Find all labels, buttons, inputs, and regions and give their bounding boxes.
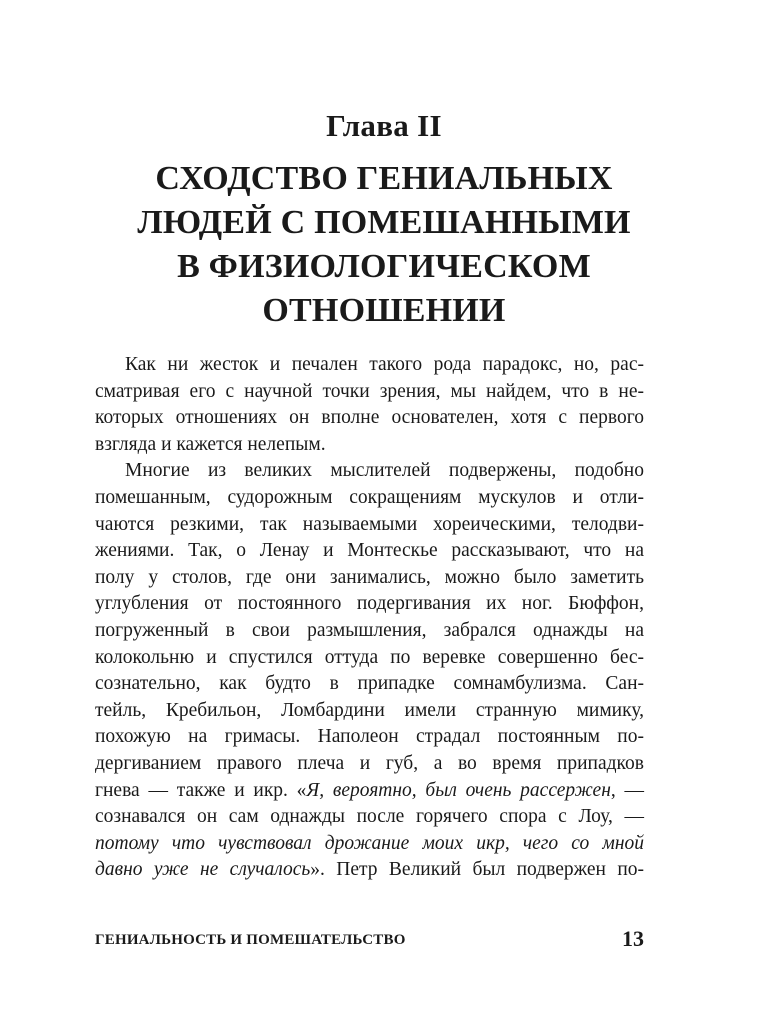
text-line: полу у столов, где они занимались, можно было заметить (95, 566, 644, 588)
text-line (95, 831, 644, 858)
text-line: которых отношениях он вполне основателен, хотя с первого (95, 407, 644, 429)
chapter-title-line: СХОДСТВО ГЕНИАЛЬНЫХ (155, 160, 613, 197)
text-line (95, 778, 644, 805)
italic-quote: потому что чувствовал дрожание моих икр, чего со мной (95, 832, 644, 854)
chapter-label: Глава II (326, 108, 442, 143)
italic-quote: Я, вероятно, был очень рассержен (306, 779, 611, 801)
chapter-title-line: ОТНОШЕНИИ (262, 292, 506, 329)
text-line: сознательно, как будто в припадке сомнамбулизма. Сан- (95, 673, 644, 695)
text-line (95, 857, 644, 884)
text-line: помешанным, судорожным сокращениям мускулов и отли- (95, 486, 644, 508)
chapter-title-line: В ФИЗИОЛОГИЧЕСКОМ (177, 248, 591, 285)
text-run: гнева — также и икр. « (95, 779, 307, 801)
text-line: тейль, Кребильон, Ломбардини имели странную мимику, (95, 699, 644, 721)
text-run: ». Петр Великий был подвержен по- (310, 859, 644, 881)
text-line: сознавался он сам однажды после горячего спора с Лоу, — (95, 806, 644, 828)
text-line: колокольню и спустился оттуда по веревке совершенно бес- (95, 646, 644, 668)
chapter-title (80, 157, 688, 333)
italic-quote: давно уже не случалось (95, 859, 311, 881)
chapter-title-line: ЛЮДЕЙ С ПОМЕШАННЫМИ (137, 204, 631, 241)
text-line: углубления от постоянного подергивания их ног. Бюффон, (95, 593, 644, 615)
text-line: Как ни жесток и печален такого рода парадокс, но, рас- (125, 354, 644, 375)
text-line: Многие из великих мыслителей подвержены, подобно (125, 460, 644, 482)
text-line: сматривая его с научной точки зрения, мы найдем, что в не- (95, 380, 644, 402)
body-text (95, 352, 644, 884)
text-line: похожую на гримасы. Наполеон страдал постоянным по- (95, 726, 644, 748)
text-line: дергиванием правого плеча и губ, а во время припадков (95, 752, 644, 774)
text-line: чаются резкими, так называемыми хореическими, телодви- (95, 513, 644, 535)
text-line: взгляда и кажется нелепым. (95, 433, 326, 455)
text-line: погруженный в свои размышления, забрался однажды на (95, 619, 644, 641)
page-number: 13 (622, 926, 644, 951)
text-run: , — (610, 779, 644, 801)
text-line: жениями. Так, о Ленау и Монтескье рассказывают, что на (95, 540, 644, 562)
running-title: ГЕНИАЛЬНОСТЬ И ПОМЕШАТЕЛЬСТВО (95, 932, 406, 948)
